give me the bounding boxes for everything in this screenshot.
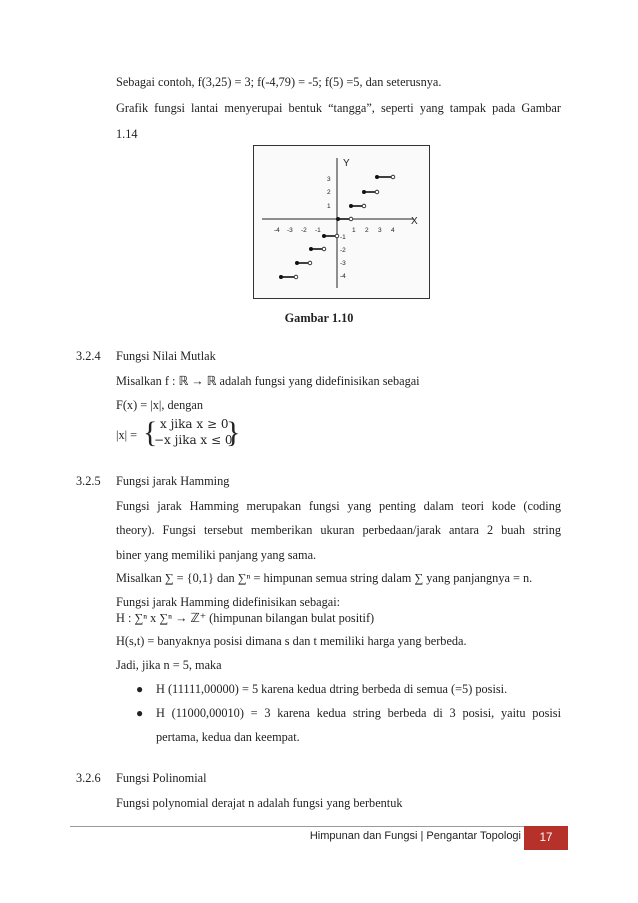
closed-point [295,261,299,265]
section-number: 3.2.4 [76,349,101,363]
section-title: Fungsi Polinomial [116,771,207,785]
paragraph-line: Grafik fungsi lantai menyerupai bentuk “tangga”, seperti yang tampak pada Gambar [116,101,561,115]
floor-function-figure [253,145,430,299]
bullet-item: H (11000,00010) = 3 karena kedua string berbeda di 3 posisi, yaitu posisi [156,706,561,720]
y-tick-label: 2 [327,189,331,196]
open-point [362,204,366,208]
bullet-item: H (11111,00000) = 5 karena kedua dtring berbeda di semua (=5) posisi. [156,682,508,696]
closed-point [309,247,313,251]
abs-case-2: −x jika x ≤ 0 [154,433,233,447]
y-tick-label: -3 [340,260,346,267]
paragraph-line: 1.14 [116,127,138,141]
paragraph-line: F(x) = |x|, dengan [116,398,203,412]
closed-point [349,204,353,208]
closed-point [375,175,379,179]
y-tick-label: 3 [327,176,331,183]
abs-lhs: |x| = [116,428,138,442]
open-point [294,275,298,279]
paragraph-line: Fungsi polynomial derajat n adalah fungsi yang berbentuk [116,796,403,810]
abs-case-1: x jika x ≥ 0 [160,417,229,431]
y-tick-label: 1 [327,203,331,210]
right-brace: } [226,416,241,449]
footer-rule [70,826,568,827]
y-axis-label: Y [343,158,350,169]
closed-point [279,275,283,279]
open-point [391,175,395,179]
paragraph-line: Misalkan ∑ = {0,1} dan ∑ⁿ = himpunan semua string dalam ∑ yang panjangnya = n. [116,571,533,585]
y-tick-label: -1 [340,234,346,241]
closed-point [362,190,366,194]
open-point [349,217,353,221]
paragraph-line: Jadi, jika n = 5, maka [116,658,222,672]
x-axis-label: X [411,216,418,227]
paragraph-line: Fungsi jarak Hamming didefinisikan sebagai: [116,595,341,609]
paragraph-line: H : ∑ⁿ x ∑ⁿ → ℤ⁺ (himpunan bilangan bulat positif) [116,611,375,625]
open-point [375,190,379,194]
x-tick-label: 1 [352,227,356,234]
paragraph-line: biner yang memiliki panjang yang sama. [116,548,317,562]
x-tick-label: -3 [287,227,293,234]
left-brace: { [143,416,158,449]
x-tick-label: -1 [315,227,321,234]
x-tick-label: 4 [391,227,395,234]
closed-point [336,217,340,221]
page-number: 17 [524,826,568,850]
paragraph-line: theory). Fungsi tersebut memberikan ukuran perbedaan/jarak antara 2 buah string [116,523,561,537]
paragraph-line: Sebagai contoh, f(3,25) = 3; f(-4,79) = -5; f(5) =5, dan seterusnya. [116,75,442,89]
x-tick-label: -2 [301,227,307,234]
figure-caption: Gambar 1.10 [284,311,354,325]
section-number: 3.2.5 [76,474,101,488]
open-point [308,261,312,265]
y-tick-label: -2 [340,247,346,254]
section-title: Fungsi Nilai Mutlak [116,349,216,363]
bullet-item-continuation: pertama, kedua dan keempat. [156,730,300,744]
x-tick-label: 3 [378,227,382,234]
paragraph-line: Fungsi jarak Hamming merupakan fungsi yang penting dalam teori kode (coding [116,499,561,513]
section-title: Fungsi jarak Hamming [116,474,230,488]
section-number: 3.2.6 [76,771,101,785]
x-tick-label: 2 [365,227,369,234]
bullet-icon: ● [136,682,144,696]
open-point [322,247,326,251]
paragraph-line: Misalkan f : ℝ → ℝ adalah fungsi yang didefinisikan sebagai [116,374,420,388]
x-tick-label: -4 [274,227,280,234]
footer-title: Himpunan dan Fungsi | Pengantar Topologi [309,830,521,842]
open-point [335,234,339,238]
y-tick-label: -4 [340,273,346,280]
paragraph-line: H(s,t) = banyaknya posisi dimana s dan t memiliki harga yang berbeda. [116,634,467,648]
bullet-icon: ● [136,706,144,720]
closed-point [322,234,326,238]
floor-graph [254,146,429,298]
